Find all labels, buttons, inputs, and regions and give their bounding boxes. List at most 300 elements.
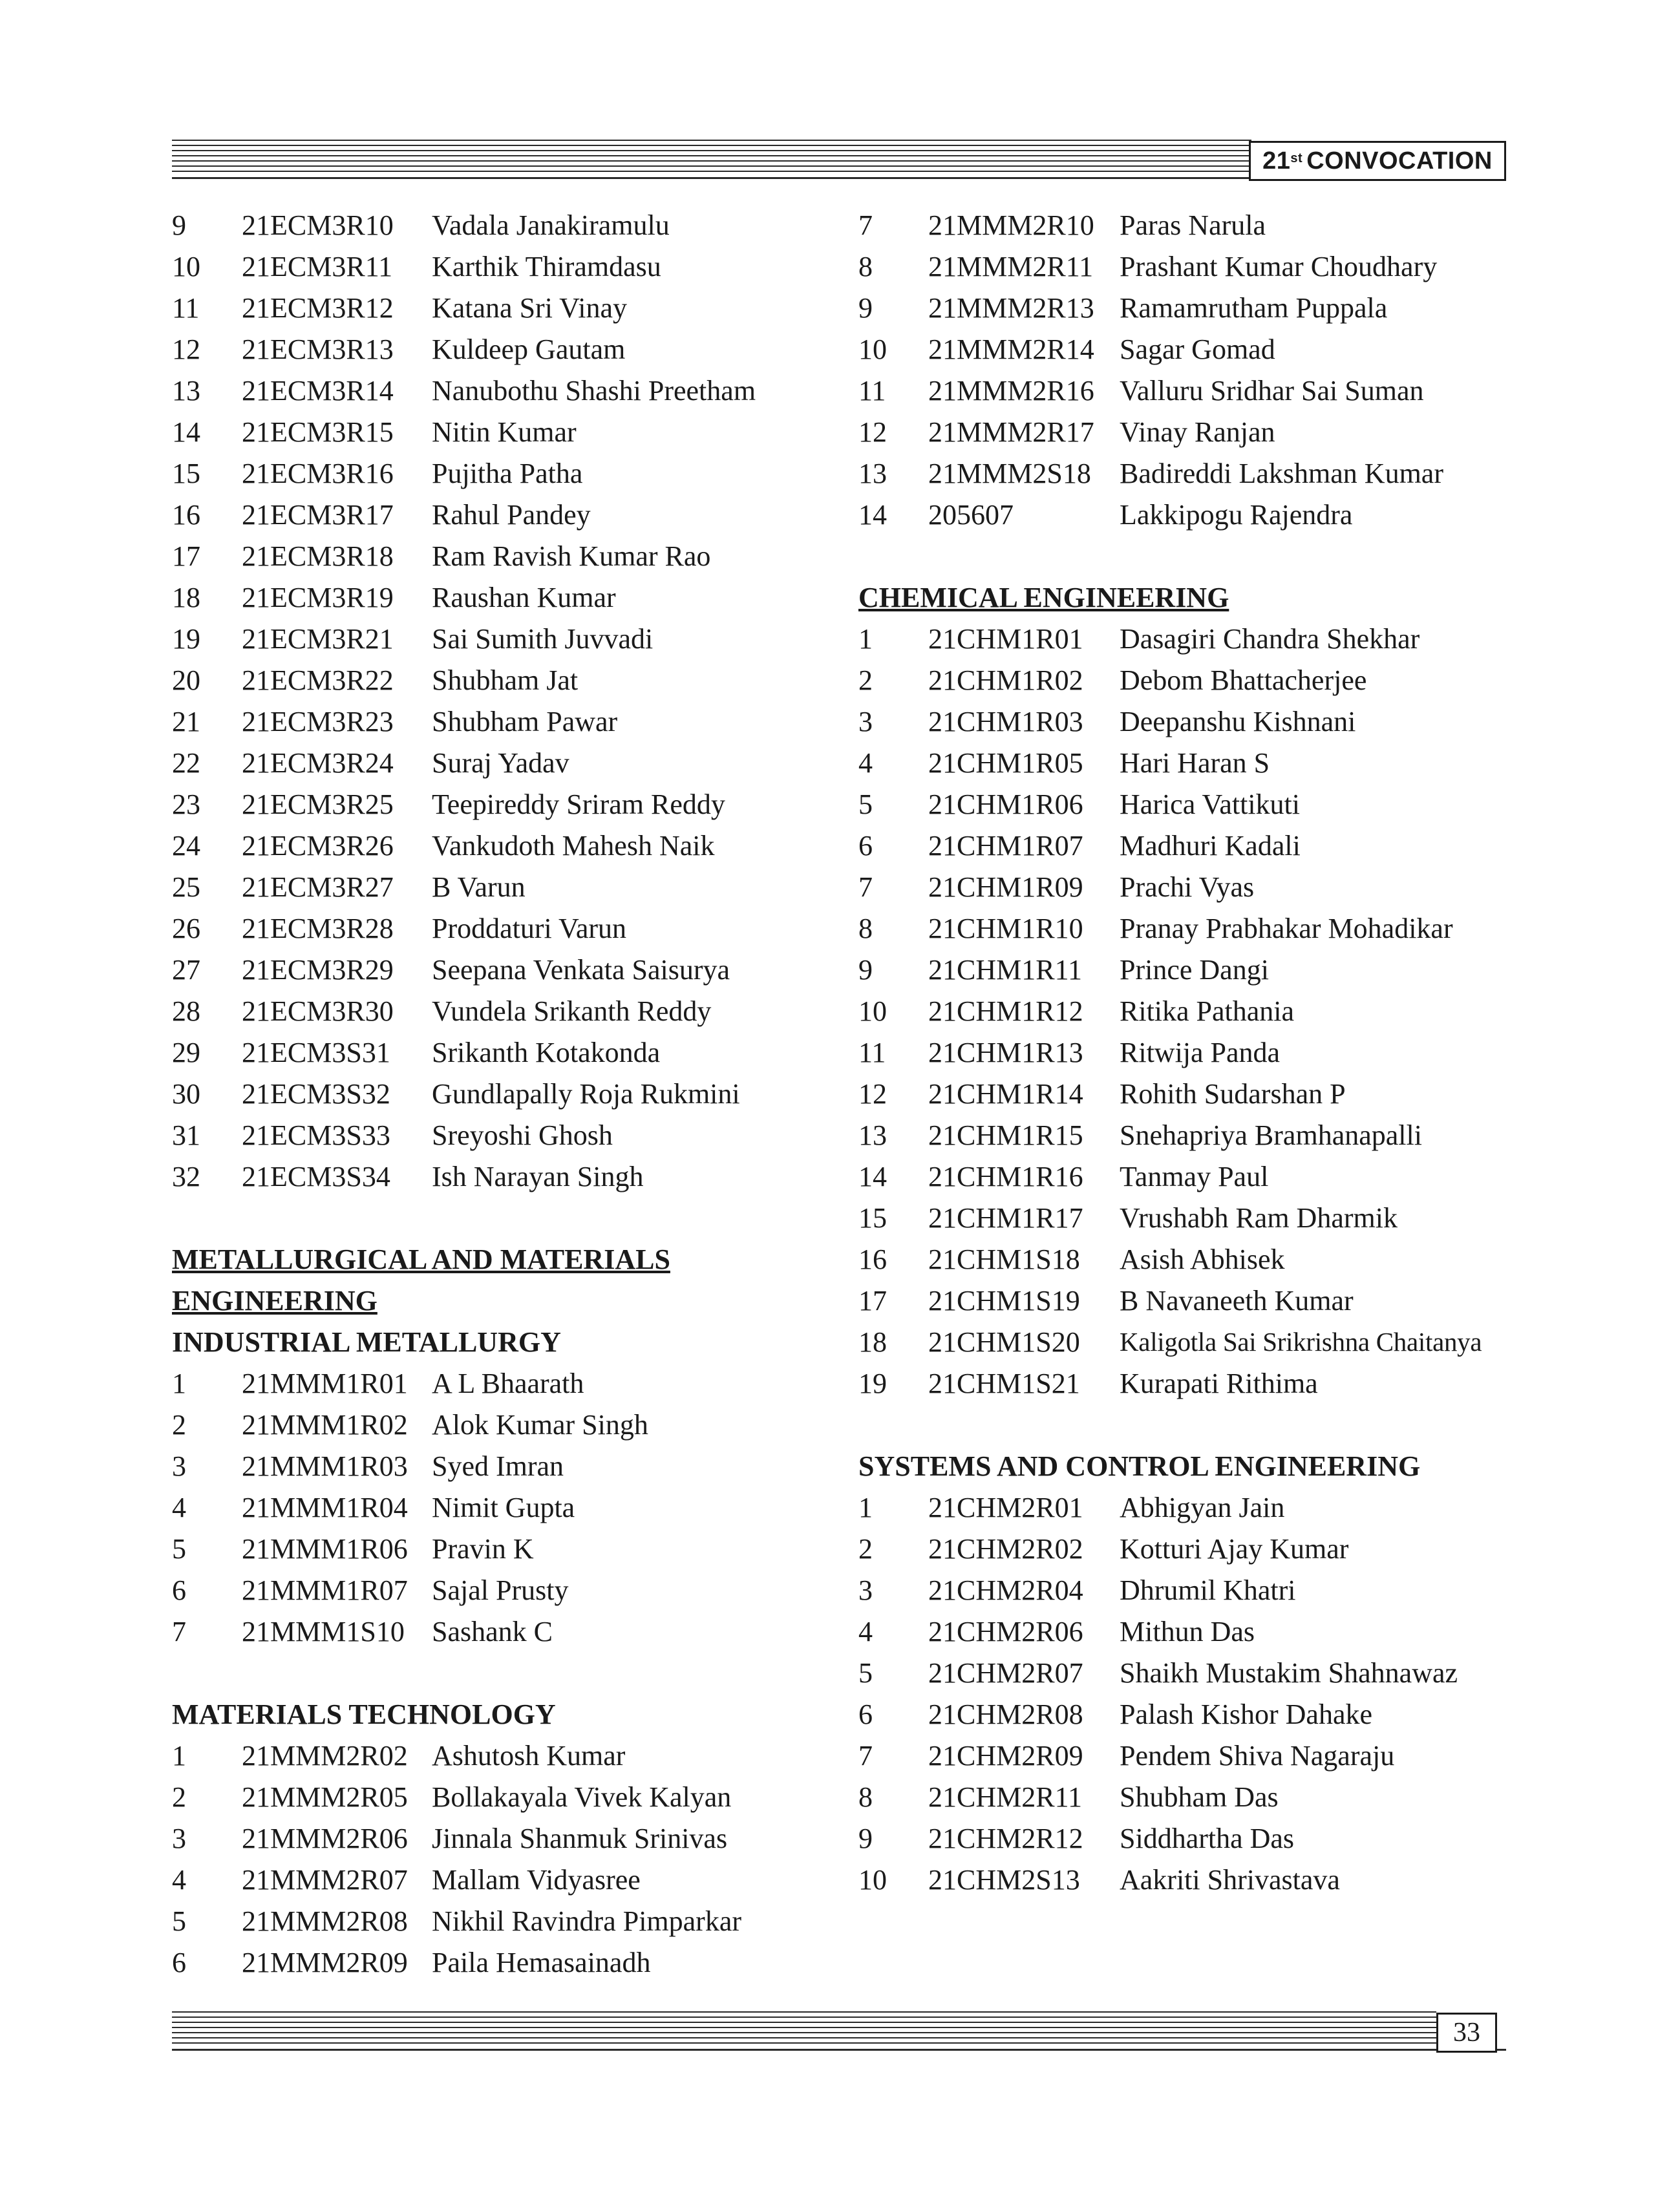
student-name: Ram Ravish Kumar Rao	[432, 540, 711, 572]
student-name: Nitin Kumar	[432, 416, 577, 448]
student-name: Prashant Kumar Choudhary	[1120, 250, 1438, 282]
list-item	[858, 1487, 1518, 1528]
roll-number: 21MMM2R07	[242, 1863, 408, 1896]
list-materials-technology	[172, 1735, 831, 1983]
student-name: Ritika Pathania	[1120, 995, 1295, 1027]
list-item	[858, 1156, 1518, 1197]
serial-number: 5	[172, 1532, 186, 1565]
list-item	[858, 701, 1518, 742]
serial-number: 9	[858, 1822, 873, 1854]
student-name: Pendem Shiva Nagaraju	[1120, 1739, 1395, 1772]
roll-number: 21CHM2R04	[928, 1574, 1083, 1606]
list-item	[858, 1817, 1518, 1859]
serial-number: 9	[858, 291, 873, 324]
roll-number: 21ECM3R14	[242, 374, 394, 407]
serial-number: 10	[858, 1863, 887, 1896]
student-name: B Varun	[432, 871, 526, 903]
serial-number: 5	[858, 1656, 873, 1689]
serial-number: 2	[172, 1408, 186, 1441]
list-item	[858, 1569, 1518, 1611]
roll-number: 21ECM3R15	[242, 416, 394, 448]
serial-number: 30	[172, 1077, 200, 1110]
student-name: Sajal Prusty	[432, 1574, 569, 1606]
badge-superscript: st	[1290, 151, 1303, 165]
student-name: Shubham Jat	[432, 664, 579, 696]
serial-number: 3	[172, 1822, 186, 1854]
roll-number: 21ECM3R13	[242, 333, 394, 365]
serial-number: 4	[858, 1615, 873, 1647]
serial-number: 6	[858, 829, 873, 862]
roll-number: 21ECM3R27	[242, 871, 394, 903]
list-item	[858, 1280, 1518, 1321]
serial-number: 6	[858, 1698, 873, 1730]
subsection-title-systems-control: SYSTEMS AND CONTROL ENGINEERING	[858, 1450, 1421, 1482]
roll-number: 21MMM2R13	[928, 291, 1094, 324]
list-item	[172, 328, 831, 370]
list-item	[172, 246, 831, 287]
serial-number: 15	[858, 1201, 887, 1234]
roll-number: 21MMM2R11	[928, 250, 1094, 282]
list-item	[172, 370, 831, 411]
serial-number: 29	[172, 1036, 200, 1068]
serial-number: 9	[172, 209, 186, 241]
serial-number: 2	[172, 1781, 186, 1813]
roll-number: 21ECM3R16	[242, 457, 394, 489]
list-item	[858, 866, 1518, 907]
roll-number: 21ECM3R29	[242, 953, 394, 986]
student-name: Gundlapally Roja Rukmini	[432, 1077, 740, 1110]
list-item	[858, 825, 1518, 866]
list-item	[172, 1817, 831, 1859]
student-name: Dhrumil Khatri	[1120, 1574, 1296, 1606]
student-name: Sagar Gomad	[1120, 333, 1275, 365]
list-item	[858, 1321, 1518, 1362]
roll-number: 21ECM3R12	[242, 291, 394, 324]
serial-number: 10	[172, 250, 200, 282]
roll-number: 21MMM2R16	[928, 374, 1094, 407]
student-name: Shaikh Mustakim Shahnawaz	[1120, 1656, 1458, 1689]
page-number: 33	[1436, 2013, 1497, 2053]
roll-number: 21MMM2R02	[242, 1739, 408, 1772]
roll-number: 21ECM3S31	[242, 1036, 390, 1068]
roll-number: 21ECM3R17	[242, 498, 394, 531]
list-item	[172, 1445, 831, 1487]
student-name: Suraj Yadav	[432, 746, 569, 779]
student-name: Harica Vattikuti	[1120, 788, 1300, 820]
serial-number: 18	[858, 1326, 887, 1358]
list-item	[858, 1693, 1518, 1735]
serial-number: 7	[858, 209, 873, 241]
student-name: B Navaneeth Kumar	[1120, 1284, 1354, 1317]
student-name: Hari Haran S	[1120, 746, 1270, 779]
serial-number: 13	[858, 457, 887, 489]
serial-number: 5	[172, 1905, 186, 1937]
list-item	[858, 1114, 1518, 1156]
header-rule	[172, 140, 1251, 180]
serial-number: 4	[858, 746, 873, 779]
subsection-title-materials-technology: MATERIALS TECHNOLOGY	[172, 1698, 556, 1730]
roll-number: 21MMM1R02	[242, 1408, 408, 1441]
list-item	[172, 1611, 831, 1652]
list-item	[858, 1776, 1518, 1817]
list-ecm	[172, 204, 831, 1197]
serial-number: 14	[858, 1160, 887, 1192]
serial-number: 1	[858, 622, 873, 655]
student-name: Paila Hemasainadh	[432, 1946, 651, 1978]
subsection-title-industrial-metallurgy: INDUSTRIAL METALLURGY	[172, 1326, 561, 1358]
list-item	[172, 577, 831, 618]
student-name: Asish Abhisek	[1120, 1243, 1285, 1275]
roll-number: 21CHM1S20	[928, 1326, 1080, 1358]
list-item	[172, 1528, 831, 1569]
serial-number: 6	[172, 1574, 186, 1606]
roll-number: 21CHM1R07	[928, 829, 1083, 862]
student-name: Jinnala Shanmuk Srinivas	[432, 1822, 728, 1854]
student-name: Kurapati Rithima	[1120, 1367, 1318, 1399]
list-item	[172, 1114, 831, 1156]
roll-number: 21MMM2R09	[242, 1946, 408, 1978]
roll-number: 21MMM2R08	[242, 1905, 408, 1937]
roll-number: 21MMM1R07	[242, 1574, 408, 1606]
list-item	[172, 783, 831, 825]
student-name: Vinay Ranjan	[1120, 416, 1275, 448]
roll-number: 21ECM3R10	[242, 209, 394, 241]
serial-number: 12	[858, 1077, 887, 1110]
serial-number: 8	[858, 1781, 873, 1813]
student-name: Mallam Vidyasree	[432, 1863, 641, 1896]
serial-number: 25	[172, 871, 200, 903]
list-chemical	[858, 618, 1518, 1404]
roll-number: 21CHM1S19	[928, 1284, 1080, 1317]
list-item	[858, 1197, 1518, 1238]
serial-number: 24	[172, 829, 200, 862]
student-name: Pravin K	[432, 1532, 534, 1565]
student-name: Rohith Sudarshan P	[1120, 1077, 1346, 1110]
student-name: Bollakayala Vivek Kalyan	[432, 1781, 732, 1813]
list-item	[172, 1032, 831, 1073]
roll-number: 21ECM3R18	[242, 540, 394, 572]
serial-number: 2	[858, 1532, 873, 1565]
roll-number: 21CHM2R09	[928, 1739, 1083, 1772]
list-item	[172, 1735, 831, 1776]
student-name: A L Bhaarath	[432, 1367, 584, 1399]
roll-number: 21CHM1S21	[928, 1367, 1080, 1399]
serial-number: 8	[858, 250, 873, 282]
roll-number: 21ECM3S33	[242, 1119, 390, 1151]
student-name: Teepireddy Sriram Reddy	[432, 788, 725, 820]
serial-number: 14	[858, 498, 887, 531]
roll-number: 21CHM1R02	[928, 664, 1083, 696]
list-item	[858, 1238, 1518, 1280]
serial-number: 11	[858, 374, 886, 407]
serial-number: 22	[172, 746, 200, 779]
list-item	[858, 452, 1518, 494]
student-name: Pujitha Patha	[432, 457, 583, 489]
list-item	[172, 1776, 831, 1817]
serial-number: 31	[172, 1119, 200, 1151]
roll-number: 21ECM3R11	[242, 250, 393, 282]
student-name: Kaligotla Sai Srikrishna Chaitanya	[1120, 1327, 1482, 1357]
roll-number: 21MMM1R03	[242, 1450, 408, 1482]
serial-number: 19	[858, 1367, 887, 1399]
list-item	[172, 1487, 831, 1528]
list-item	[858, 494, 1518, 535]
roll-number: 205607	[928, 498, 1014, 531]
list-item	[172, 1073, 831, 1114]
roll-number: 21ECM3R23	[242, 705, 394, 737]
student-name: Nanubothu Shashi Preetham	[432, 374, 756, 407]
serial-number: 28	[172, 995, 200, 1027]
list-item	[172, 494, 831, 535]
roll-number: 21MMM1R06	[242, 1532, 408, 1565]
list-item	[858, 246, 1518, 287]
right-column	[858, 204, 1518, 1900]
serial-number: 12	[172, 333, 200, 365]
dept-title-metallurgy: METALLURGICAL AND MATERIALS	[172, 1243, 670, 1275]
serial-number: 20	[172, 664, 200, 696]
student-name: Proddaturi Varun	[432, 912, 627, 944]
serial-number: 10	[858, 995, 887, 1027]
student-name: Rahul Pandey	[432, 498, 591, 531]
list-item	[172, 204, 831, 246]
roll-number: 21CHM1R06	[928, 788, 1083, 820]
serial-number: 18	[172, 581, 200, 613]
student-name: Ramamrutham Puppala	[1120, 291, 1388, 324]
student-name: Shubham Das	[1120, 1781, 1279, 1813]
serial-number: 26	[172, 912, 200, 944]
list-item	[172, 1156, 831, 1197]
student-name: Mithun Das	[1120, 1615, 1255, 1647]
student-name: Dasagiri Chandra Shekhar	[1120, 622, 1420, 655]
roll-number: 21CHM2S13	[928, 1863, 1080, 1896]
student-name: Raushan Kumar	[432, 581, 616, 613]
serial-number: 5	[858, 788, 873, 820]
student-name: Pranay Prabhakar Mohadikar	[1120, 912, 1453, 944]
list-item	[858, 783, 1518, 825]
serial-number: 10	[858, 333, 887, 365]
student-name: Srikanth Kotakonda	[432, 1036, 661, 1068]
dept-title-metallurgy-line2: ENGINEERING	[172, 1284, 377, 1317]
roll-number: 21CHM1R13	[928, 1036, 1083, 1068]
roll-number: 21ECM3S34	[242, 1160, 390, 1192]
roll-number: 21MMM1R04	[242, 1491, 408, 1523]
roll-number: 21ECM3R26	[242, 829, 394, 862]
roll-number: 21CHM1R15	[928, 1119, 1083, 1151]
roll-number: 21CHM1R03	[928, 705, 1083, 737]
list-item	[858, 1735, 1518, 1776]
student-name: Sashank C	[432, 1615, 553, 1647]
student-name: Madhuri Kadali	[1120, 829, 1301, 862]
roll-number: 21MMM1S10	[242, 1615, 405, 1647]
roll-number: 21ECM3R25	[242, 788, 394, 820]
list-item	[858, 287, 1518, 328]
serial-number: 2	[858, 664, 873, 696]
student-name: Debom Bhattacherjee	[1120, 664, 1367, 696]
list-item	[172, 990, 831, 1032]
serial-number: 6	[172, 1946, 186, 1978]
roll-number: 21ECM3R24	[242, 746, 394, 779]
serial-number: 12	[858, 416, 887, 448]
list-item	[172, 949, 831, 990]
roll-number: 21MMM2S18	[928, 457, 1091, 489]
serial-number: 3	[172, 1450, 186, 1482]
roll-number: 21MMM2R05	[242, 1781, 408, 1813]
student-name: Snehapriya Bramhanapalli	[1120, 1119, 1422, 1151]
serial-number: 1	[858, 1491, 873, 1523]
student-name: Sai Sumith Juvvadi	[432, 622, 654, 655]
list-item	[858, 990, 1518, 1032]
serial-number: 3	[858, 1574, 873, 1606]
roll-number: 21ECM3R19	[242, 581, 394, 613]
roll-number: 21CHM1R10	[928, 912, 1083, 944]
serial-number: 17	[172, 540, 200, 572]
serial-number: 7	[858, 871, 873, 903]
serial-number: 13	[858, 1119, 887, 1151]
roll-number: 21ECM3R28	[242, 912, 394, 944]
student-name: Shubham Pawar	[432, 705, 618, 737]
student-name: Siddhartha Das	[1120, 1822, 1295, 1854]
list-item	[858, 1032, 1518, 1073]
student-name: Vankudoth Mahesh Naik	[432, 829, 715, 862]
serial-number: 1	[172, 1367, 186, 1399]
list-item	[172, 1404, 831, 1445]
serial-number: 9	[858, 953, 873, 986]
serial-number: 21	[172, 705, 200, 737]
roll-number: 21CHM2R07	[928, 1656, 1083, 1689]
roll-number: 21CHM1S18	[928, 1243, 1080, 1275]
list-item	[172, 866, 831, 907]
student-name: Badireddi Lakshman Kumar	[1120, 457, 1443, 489]
list-item	[858, 1528, 1518, 1569]
serial-number: 16	[172, 498, 200, 531]
list-item	[172, 907, 831, 949]
roll-number: 21CHM1R12	[928, 995, 1083, 1027]
student-name: Lakkipogu Rajendra	[1120, 498, 1353, 531]
student-name: Valluru Sridhar Sai Suman	[1120, 374, 1424, 407]
serial-number: 8	[858, 912, 873, 944]
serial-number: 11	[858, 1036, 886, 1068]
roll-number: 21ECM3R21	[242, 622, 394, 655]
dept-title-chemical: CHEMICAL ENGINEERING	[858, 581, 1229, 613]
list-item	[858, 370, 1518, 411]
roll-number: 21MMM2R10	[928, 209, 1094, 241]
roll-number: 21CHM1R05	[928, 746, 1083, 779]
list-materials-technology-cont	[858, 204, 1518, 535]
serial-number: 19	[172, 622, 200, 655]
student-name: Seepana Venkata Saisurya	[432, 953, 730, 986]
roll-number: 21MMM2R17	[928, 416, 1094, 448]
list-item	[172, 1362, 831, 1404]
serial-number: 13	[172, 374, 200, 407]
student-name: Alok Kumar Singh	[432, 1408, 648, 1441]
roll-number: 21CHM2R12	[928, 1822, 1083, 1854]
roll-number: 21MMM1R01	[242, 1367, 408, 1399]
serial-number: 27	[172, 953, 200, 986]
student-name: Syed Imran	[432, 1450, 564, 1482]
list-item	[172, 742, 831, 783]
badge-label: CONVOCATION	[1306, 147, 1493, 175]
student-name: Prachi Vyas	[1120, 871, 1255, 903]
student-name: Paras Narula	[1120, 209, 1266, 241]
list-item	[858, 1652, 1518, 1693]
serial-number: 4	[172, 1491, 186, 1523]
student-name: Karthik Thiramdasu	[432, 250, 661, 282]
serial-number: 1	[172, 1739, 186, 1772]
list-item	[858, 411, 1518, 452]
roll-number: 21MMM2R14	[928, 333, 1094, 365]
student-name: Kotturi Ajay Kumar	[1120, 1532, 1349, 1565]
roll-number: 21CHM2R06	[928, 1615, 1083, 1647]
list-item	[858, 1611, 1518, 1652]
list-item	[858, 907, 1518, 949]
student-name: Vadala Janakiramulu	[432, 209, 670, 241]
list-item	[858, 742, 1518, 783]
student-name: Aakriti Shrivastava	[1120, 1863, 1340, 1896]
roll-number: 21CHM2R02	[928, 1532, 1083, 1565]
serial-number: 14	[172, 416, 200, 448]
list-item	[858, 618, 1518, 659]
roll-number: 21CHM2R11	[928, 1781, 1082, 1813]
list-item	[172, 825, 831, 866]
roll-number: 21CHM1R14	[928, 1077, 1083, 1110]
list-item	[172, 287, 831, 328]
student-name: Ish Narayan Singh	[432, 1160, 644, 1192]
roll-number: 21CHM1R09	[928, 871, 1083, 903]
student-name: Katana Sri Vinay	[432, 291, 628, 324]
list-item	[172, 1569, 831, 1611]
serial-number: 17	[858, 1284, 887, 1317]
roll-number: 21CHM1R11	[928, 953, 1082, 986]
left-column	[172, 204, 831, 1983]
serial-number: 23	[172, 788, 200, 820]
list-item	[172, 411, 831, 452]
serial-number: 32	[172, 1160, 200, 1192]
student-name: Abhigyan Jain	[1120, 1491, 1285, 1523]
student-name: Sreyoshi Ghosh	[432, 1119, 613, 1151]
list-industrial-metallurgy	[172, 1362, 831, 1652]
student-name: Prince Dangi	[1120, 953, 1269, 986]
roll-number: 21MMM2R06	[242, 1822, 408, 1854]
list-item	[172, 1942, 831, 1983]
serial-number: 7	[858, 1739, 873, 1772]
serial-number: 3	[858, 705, 873, 737]
list-item	[858, 949, 1518, 990]
roll-number: 21CHM1R01	[928, 622, 1083, 655]
list-item	[858, 328, 1518, 370]
list-item	[172, 452, 831, 494]
student-name: Kuldeep Gautam	[432, 333, 626, 365]
list-item	[172, 701, 831, 742]
list-systems-control	[858, 1487, 1518, 1900]
list-item	[172, 535, 831, 577]
roll-number: 21CHM1R17	[928, 1201, 1083, 1234]
list-item	[172, 1859, 831, 1900]
serial-number: 16	[858, 1243, 887, 1275]
student-name: Ashutosh Kumar	[432, 1739, 626, 1772]
list-item	[858, 1362, 1518, 1404]
student-name: Palash Kishor Dahake	[1120, 1698, 1373, 1730]
list-item	[858, 204, 1518, 246]
list-item	[858, 1073, 1518, 1114]
footer-rule	[172, 2011, 1439, 2051]
roll-number: 21ECM3R22	[242, 664, 394, 696]
student-name: Nimit Gupta	[432, 1491, 575, 1523]
roll-number: 21ECM3R30	[242, 995, 394, 1027]
list-item	[172, 659, 831, 701]
list-item	[858, 659, 1518, 701]
roll-number: 21CHM2R01	[928, 1491, 1083, 1523]
roll-number: 21CHM2R08	[928, 1698, 1083, 1730]
